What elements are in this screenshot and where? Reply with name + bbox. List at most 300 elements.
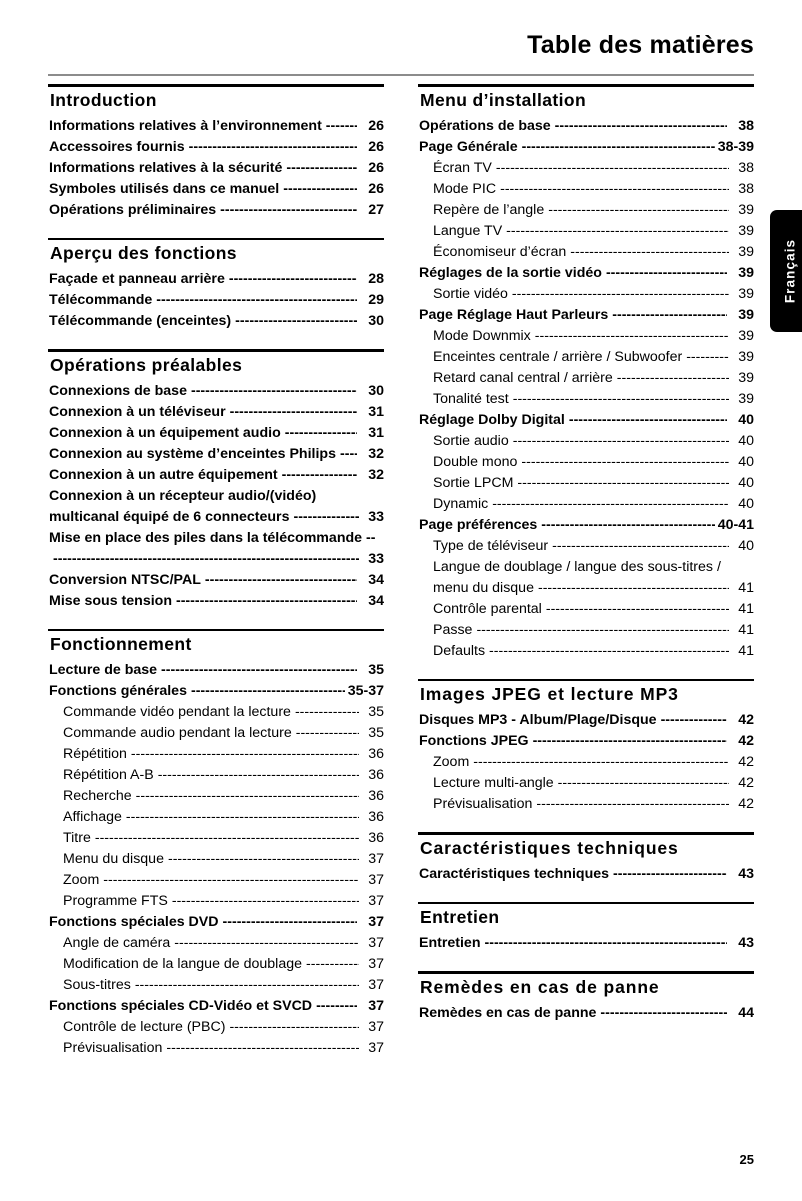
toc-entry[interactable] xyxy=(48,116,384,137)
toc-leader-dots xyxy=(538,578,729,599)
toc-entry-label: Zoom xyxy=(433,754,470,771)
toc-entry-label: Enceintes centrale / arrière / Subwoofer xyxy=(433,348,683,365)
toc-leader-dots xyxy=(512,284,729,305)
toc-entry-label: Entretien xyxy=(419,935,481,952)
toc-entry-label: Page Réglage Haut Parleurs xyxy=(419,306,609,323)
toc-entry[interactable] xyxy=(418,368,754,389)
toc-entry-page: 35 xyxy=(368,725,384,742)
toc-leader-dots xyxy=(95,828,359,849)
toc-entry-label: Sortie vidéo xyxy=(433,285,508,302)
toc-entry[interactable] xyxy=(418,179,754,200)
toc-entry-label: Commande audio pendant la lecture xyxy=(63,725,292,742)
toc-section xyxy=(418,679,754,816)
toc-entry-label: Page préférences xyxy=(419,516,538,533)
toc-entry-list xyxy=(418,864,754,885)
toc-leader-dots xyxy=(283,179,357,200)
toc-entry[interactable] xyxy=(418,137,754,158)
toc-entry[interactable] xyxy=(418,1003,754,1024)
toc-entry-label: Fonctions générales xyxy=(49,683,187,700)
toc-entry-label: Tonalité test xyxy=(433,390,509,407)
toc-entry[interactable] xyxy=(418,116,754,137)
toc-leader-dots xyxy=(136,786,359,807)
toc-entry[interactable] xyxy=(418,599,754,620)
toc-entry[interactable] xyxy=(418,200,754,221)
toc-leader-dots xyxy=(570,242,729,263)
toc-entry-label-continued: multicanal équipé de 6 connecteurs xyxy=(49,508,290,525)
toc-entry-label: Menu du disque xyxy=(63,851,164,868)
toc-leader-dots xyxy=(285,423,357,444)
toc-leader-dots xyxy=(473,752,729,773)
toc-entry-page: 37 xyxy=(368,998,384,1015)
toc-entry-line2 xyxy=(433,578,754,599)
toc-entry-page: 26 xyxy=(368,180,384,197)
toc-entry[interactable] xyxy=(418,389,754,410)
toc-entry-label: Opérations de base xyxy=(419,117,551,134)
toc-entry-page: 39 xyxy=(738,369,754,386)
toc-leader-dots xyxy=(552,536,729,557)
toc-entry-label: Repère de l’angle xyxy=(433,201,545,218)
toc-leader-dots xyxy=(522,137,715,158)
toc-entry-label: Commande vidéo pendant la lecture xyxy=(63,704,291,721)
toc-entry-label: Affichage xyxy=(63,809,122,826)
toc-entry-label: Mise sous tension xyxy=(49,592,172,609)
toc-leader-dots xyxy=(293,507,359,528)
toc-entry[interactable] xyxy=(48,891,384,912)
toc-entry-page: 37 xyxy=(368,893,384,910)
toc-entry[interactable] xyxy=(48,870,384,891)
toc-entry-page: 43 xyxy=(738,865,754,882)
toc-entry-label: Réglage Dolby Digital xyxy=(419,411,565,428)
toc-entry-page: 26 xyxy=(368,138,384,155)
toc-entry[interactable] xyxy=(418,773,754,794)
toc-entry[interactable] xyxy=(48,137,384,158)
toc-entry-page: 38 xyxy=(738,180,754,197)
toc-entry[interactable] xyxy=(48,681,384,702)
toc-entry-page: 32 xyxy=(368,466,384,483)
toc-leader-dots xyxy=(606,263,727,284)
toc-entry[interactable] xyxy=(48,269,384,290)
toc-entry-label: Recherche xyxy=(63,788,132,805)
section-divider xyxy=(48,629,384,632)
toc-leader-dots xyxy=(521,452,729,473)
toc-entry-page: 35-37 xyxy=(347,683,384,700)
toc-leader-dots xyxy=(131,744,359,765)
toc-leader-dots xyxy=(135,975,359,996)
toc-leader-dots xyxy=(205,570,357,591)
toc-entry-label: Double mono xyxy=(433,453,518,470)
toc-column-left xyxy=(48,84,384,1076)
toc-leader-dots xyxy=(53,549,359,570)
toc-entry-label: Mise en place des piles dans la télécommande -- xyxy=(49,529,376,546)
toc-entry-label: Lecture multi-angle xyxy=(433,775,554,792)
toc-leader-dots xyxy=(158,765,359,786)
toc-entry[interactable] xyxy=(48,444,384,465)
toc-entry-label: Prévisualisation xyxy=(433,796,533,813)
toc-entry-label: Économiseur d’écran xyxy=(433,243,567,260)
toc-entry-page: 38 xyxy=(738,117,754,134)
toc-entry-page: 40 xyxy=(738,537,754,554)
toc-entry-list xyxy=(48,660,384,1059)
toc-entry-page: 34 xyxy=(368,571,384,588)
toc-entry-list xyxy=(48,269,384,332)
toc-entry-label: Informations relatives à la sécurité xyxy=(49,159,283,176)
toc-column-right xyxy=(418,84,754,1076)
toc-entry-page: 37 xyxy=(368,977,384,994)
toc-entry[interactable] xyxy=(48,591,384,612)
toc-entry[interactable] xyxy=(48,828,384,849)
toc-leader-dots xyxy=(686,347,729,368)
section-heading: Opérations préalables xyxy=(50,354,243,375)
toc-entry[interactable] xyxy=(48,158,384,179)
toc-leader-dots xyxy=(489,641,729,662)
toc-entry[interactable] xyxy=(418,752,754,773)
toc-leader-dots xyxy=(103,870,359,891)
toc-leader-dots xyxy=(600,1003,727,1024)
toc-entry[interactable] xyxy=(418,641,754,662)
toc-entry-page: 39 xyxy=(738,327,754,344)
toc-entry-page: 36 xyxy=(368,767,384,784)
toc-entry[interactable] xyxy=(48,912,384,933)
toc-leader-dots xyxy=(191,681,345,702)
toc-leader-dots xyxy=(229,1017,359,1038)
toc-entry[interactable] xyxy=(48,660,384,681)
toc-leader-dots xyxy=(535,326,729,347)
toc-entry-page: 39 xyxy=(738,306,754,323)
toc-entry-label: Titre xyxy=(63,830,91,847)
toc-entry-page: 39 xyxy=(738,390,754,407)
section-divider xyxy=(48,84,384,87)
section-heading: Images JPEG et lecture MP3 xyxy=(420,684,679,705)
section-divider xyxy=(48,349,384,352)
toc-entry[interactable] xyxy=(418,284,754,305)
toc-entry-label: Type de téléviseur xyxy=(433,537,549,554)
toc-entry-label: Sortie audio xyxy=(433,432,509,449)
toc-leader-dots xyxy=(548,200,729,221)
section-heading: Fonctionnement xyxy=(50,634,192,655)
toc-entry-label: Accessoires fournis xyxy=(49,138,185,155)
toc-entry[interactable] xyxy=(48,765,384,786)
toc-leader-dots xyxy=(286,158,357,179)
toc-entry-label: Répétition xyxy=(63,746,127,763)
section-heading: Entretien xyxy=(420,907,500,928)
toc-entry-label: Mode Downmix xyxy=(433,327,531,344)
toc-entry-list xyxy=(48,381,384,612)
toc-entry-page: 39 xyxy=(738,243,754,260)
toc-entry-page: 30 xyxy=(368,382,384,399)
toc-entry-page: 41 xyxy=(738,642,754,659)
toc-entry[interactable] xyxy=(48,702,384,723)
toc-entry-label-continued: menu du disque xyxy=(433,579,534,596)
header-divider xyxy=(48,74,754,76)
toc-entry[interactable] xyxy=(418,494,754,515)
toc-leader-dots xyxy=(513,431,729,452)
toc-entry-page: 39 xyxy=(738,222,754,239)
toc-section xyxy=(48,629,384,1060)
toc-entry[interactable] xyxy=(418,305,754,326)
toc-entry-label: Angle de caméra xyxy=(63,935,171,952)
toc-leader-dots xyxy=(230,402,357,423)
toc-entry[interactable] xyxy=(48,744,384,765)
toc-entry-page: 37 xyxy=(368,914,384,931)
toc-entry-line2 xyxy=(49,507,384,528)
toc-entry-label: Remèdes en cas de panne xyxy=(419,1004,597,1021)
toc-leader-dots xyxy=(220,200,357,221)
page-number: 25 xyxy=(739,1152,754,1167)
toc-entry-page: 36 xyxy=(368,830,384,847)
toc-leader-dots xyxy=(613,864,727,885)
toc-entry-page: 39 xyxy=(738,348,754,365)
toc-leader-dots xyxy=(541,515,714,536)
toc-entry-page: 31 xyxy=(368,403,384,420)
toc-entry-label: Télécommande (enceintes) xyxy=(49,313,232,330)
toc-entry[interactable] xyxy=(418,710,754,731)
toc-entry-page: 39 xyxy=(738,264,754,281)
toc-leader-dots xyxy=(306,954,359,975)
toc-entry-page: 37 xyxy=(368,1019,384,1036)
toc-entry-page: 40 xyxy=(738,453,754,470)
toc-entry-page: 26 xyxy=(368,117,384,134)
section-divider xyxy=(418,679,754,682)
toc-entry[interactable] xyxy=(48,570,384,591)
toc-leader-dots xyxy=(500,179,729,200)
toc-entry[interactable] xyxy=(418,794,754,815)
toc-entry-page: 43 xyxy=(738,935,754,952)
toc-entry[interactable] xyxy=(48,486,384,528)
toc-entry[interactable] xyxy=(48,465,384,486)
toc-leader-dots xyxy=(176,591,357,612)
toc-leader-dots xyxy=(235,311,357,332)
toc-entry[interactable] xyxy=(418,263,754,284)
toc-entry[interactable] xyxy=(418,158,754,179)
toc-entry-label: Conversion NTSC/PAL xyxy=(49,571,201,588)
section-heading: Caractéristiques techniques xyxy=(420,837,679,858)
toc-entry-label: Caractéristiques techniques xyxy=(419,865,610,882)
toc-entry-page: 28 xyxy=(368,271,384,288)
toc-entry-label: Page Générale xyxy=(419,138,518,155)
toc-entry[interactable] xyxy=(48,381,384,402)
toc-entry-page: 42 xyxy=(738,733,754,750)
toc-entry-page: 29 xyxy=(368,292,384,309)
toc-entry-page: 40 xyxy=(738,432,754,449)
toc-entry-page: 33 xyxy=(368,508,384,525)
toc-entry[interactable] xyxy=(48,1017,384,1038)
toc-leader-dots xyxy=(661,710,727,731)
toc-leader-dots xyxy=(476,620,729,641)
toc-entry-label: Contrôle de lecture (PBC) xyxy=(63,1019,226,1036)
toc-entry-page: 40 xyxy=(738,495,754,512)
toc-entry[interactable] xyxy=(48,311,384,332)
toc-section xyxy=(418,832,754,885)
toc-leader-dots xyxy=(555,116,727,137)
toc-entry[interactable] xyxy=(48,1038,384,1059)
toc-entry-label: Fonctions spéciales CD-Vidéo et SVCD xyxy=(49,998,313,1015)
toc-entry-page: 41 xyxy=(738,579,754,596)
toc-entry[interactable] xyxy=(418,473,754,494)
toc-leader-dots xyxy=(295,702,359,723)
toc-entry-line2 xyxy=(49,549,384,570)
toc-entry[interactable] xyxy=(418,326,754,347)
toc-entry[interactable] xyxy=(418,557,754,599)
toc-section xyxy=(48,349,384,612)
toc-section xyxy=(418,902,754,955)
toc-entry[interactable] xyxy=(48,528,384,570)
toc-entry-page: 36 xyxy=(368,746,384,763)
toc-entry-label: Sortie LPCM xyxy=(433,474,514,491)
toc-entry-label: Connexions de base xyxy=(49,382,187,399)
toc-entry[interactable] xyxy=(48,723,384,744)
language-tab-label: Français xyxy=(782,238,798,304)
toc-entry-label: Modification de la langue de doublage xyxy=(63,956,303,973)
toc-entry-page: 37 xyxy=(368,1040,384,1057)
toc-entry-label: Connexion à un autre équipement xyxy=(49,466,278,483)
toc-section xyxy=(48,84,384,221)
toc-entry[interactable] xyxy=(418,515,754,536)
toc-entry-label: Zoom xyxy=(63,872,100,889)
toc-leader-dots xyxy=(126,807,359,828)
toc-entry-list xyxy=(48,116,384,221)
toc-entry[interactable] xyxy=(418,864,754,885)
section-heading: Aperçu des fonctions xyxy=(50,243,237,264)
toc-entry-label: Réglages de la sortie vidéo xyxy=(419,264,602,281)
toc-leader-dots xyxy=(316,996,357,1017)
toc-entry-list xyxy=(418,710,754,815)
toc-entry-label: Programme FTS xyxy=(63,893,168,910)
toc-entry[interactable] xyxy=(48,954,384,975)
toc-entry-label: Fonctions spéciales DVD xyxy=(49,914,219,931)
toc-entry[interactable] xyxy=(418,221,754,242)
toc-entry-page: 27 xyxy=(368,201,384,218)
toc-leader-dots xyxy=(612,305,727,326)
toc-entry-page: 41 xyxy=(738,621,754,638)
toc-entry[interactable] xyxy=(418,620,754,641)
toc-entry-page: 32 xyxy=(368,445,384,462)
toc-entry-page: 33 xyxy=(368,550,384,567)
toc-leader-dots xyxy=(513,389,729,410)
toc-entry[interactable] xyxy=(48,290,384,311)
toc-entry-page: 26 xyxy=(368,159,384,176)
page-title: Table des matières xyxy=(527,31,754,59)
toc-entry-label: Langue TV xyxy=(433,222,503,239)
toc-entry-page: 34 xyxy=(368,592,384,609)
toc-entry-page: 35 xyxy=(368,704,384,721)
toc-entry-label: Informations relatives à l’environnement xyxy=(49,117,322,134)
toc-leader-dots xyxy=(223,912,357,933)
toc-entry-page: 38-39 xyxy=(717,138,754,155)
toc-entry-page: 39 xyxy=(738,201,754,218)
toc-entry[interactable] xyxy=(418,410,754,431)
toc-entry-page: 37 xyxy=(368,935,384,952)
toc-entry[interactable] xyxy=(48,423,384,444)
toc-entry-label: Connexion à un équipement audio xyxy=(49,424,281,441)
section-heading: Remèdes en cas de panne xyxy=(420,976,660,997)
toc-entry-page: 42 xyxy=(738,754,754,771)
toc-entry-label: Lecture de base xyxy=(49,662,158,679)
toc-entry[interactable] xyxy=(48,402,384,423)
toc-entry-label: Langue de doublage / langue des sous-titres / xyxy=(433,558,721,575)
toc-leader-dots xyxy=(282,465,357,486)
toc-entry-label: Télécommande xyxy=(49,292,153,309)
toc-entry-page: 40 xyxy=(738,411,754,428)
toc-entry-page: 42 xyxy=(738,712,754,729)
toc-entry[interactable] xyxy=(48,179,384,200)
toc-entry[interactable] xyxy=(48,200,384,221)
toc-entry-page: 37 xyxy=(368,872,384,889)
toc-entry[interactable] xyxy=(48,975,384,996)
toc-leader-dots xyxy=(168,849,359,870)
toc-leader-dots xyxy=(161,660,357,681)
toc-entry-page: 42 xyxy=(738,775,754,792)
toc-entry-label: Fonctions JPEG xyxy=(419,733,529,750)
toc-entry[interactable] xyxy=(418,731,754,752)
toc-entry-page: 35 xyxy=(368,662,384,679)
toc-entry-page: 30 xyxy=(368,313,384,330)
toc-entry[interactable] xyxy=(48,786,384,807)
toc-entry[interactable] xyxy=(48,849,384,870)
toc-entry[interactable] xyxy=(418,431,754,452)
toc-entry-label: Defaults xyxy=(433,642,486,659)
toc-entry-label: Retard canal central / arrière xyxy=(433,369,613,386)
toc-leader-dots xyxy=(558,773,729,794)
toc-columns xyxy=(48,84,754,1076)
toc-entry-page: 40 xyxy=(738,474,754,491)
toc-entry-page: 38 xyxy=(738,159,754,176)
toc-leader-dots xyxy=(166,1038,359,1059)
toc-entry-page: 44 xyxy=(738,1004,754,1021)
toc-leader-dots xyxy=(533,731,727,752)
toc-entry-page: 37 xyxy=(368,956,384,973)
toc-leader-dots xyxy=(546,599,729,620)
toc-entry-label: Façade et panneau arrière xyxy=(49,271,225,288)
toc-entry[interactable] xyxy=(418,347,754,368)
toc-entry-label: Répétition A-B xyxy=(63,767,154,784)
toc-leader-dots xyxy=(191,381,357,402)
toc-leader-dots xyxy=(326,116,357,137)
toc-section xyxy=(48,238,384,333)
toc-entry-label: Mode PIC xyxy=(433,180,497,197)
toc-entry-label: Passe xyxy=(433,621,473,638)
toc-entry-page: 36 xyxy=(368,788,384,805)
toc-section xyxy=(418,84,754,662)
page-header xyxy=(48,30,754,76)
toc-leader-dots xyxy=(189,137,357,158)
toc-entry-page: 37 xyxy=(368,851,384,868)
toc-entry-label: Dynamic xyxy=(433,495,489,512)
toc-leader-dots xyxy=(156,290,357,311)
toc-leader-dots xyxy=(229,269,357,290)
toc-entry[interactable] xyxy=(48,996,384,1017)
toc-entry-label: Prévisualisation xyxy=(63,1040,163,1057)
toc-entry[interactable] xyxy=(418,452,754,473)
toc-entry-list xyxy=(418,933,754,954)
toc-entry-label: Opérations préliminaires xyxy=(49,201,217,218)
toc-entry-page: 41 xyxy=(738,600,754,617)
section-divider xyxy=(418,84,754,87)
section-divider xyxy=(418,971,754,974)
toc-entry-list xyxy=(418,1003,754,1024)
toc-entry[interactable] xyxy=(418,536,754,557)
toc-entry[interactable] xyxy=(48,933,384,954)
toc-entry[interactable] xyxy=(48,807,384,828)
toc-entry-label: Connexion à un téléviseur xyxy=(49,403,226,420)
toc-leader-dots xyxy=(296,723,359,744)
toc-entry[interactable] xyxy=(418,933,754,954)
toc-entry-label: Connexion à un récepteur audio/(vidéo) xyxy=(49,487,317,504)
toc-entry[interactable] xyxy=(418,242,754,263)
toc-entry-page: 39 xyxy=(738,285,754,302)
language-tab-francais[interactable] xyxy=(770,210,802,332)
toc-entry-page: 31 xyxy=(368,424,384,441)
toc-entry-label: Écran TV xyxy=(433,159,492,176)
